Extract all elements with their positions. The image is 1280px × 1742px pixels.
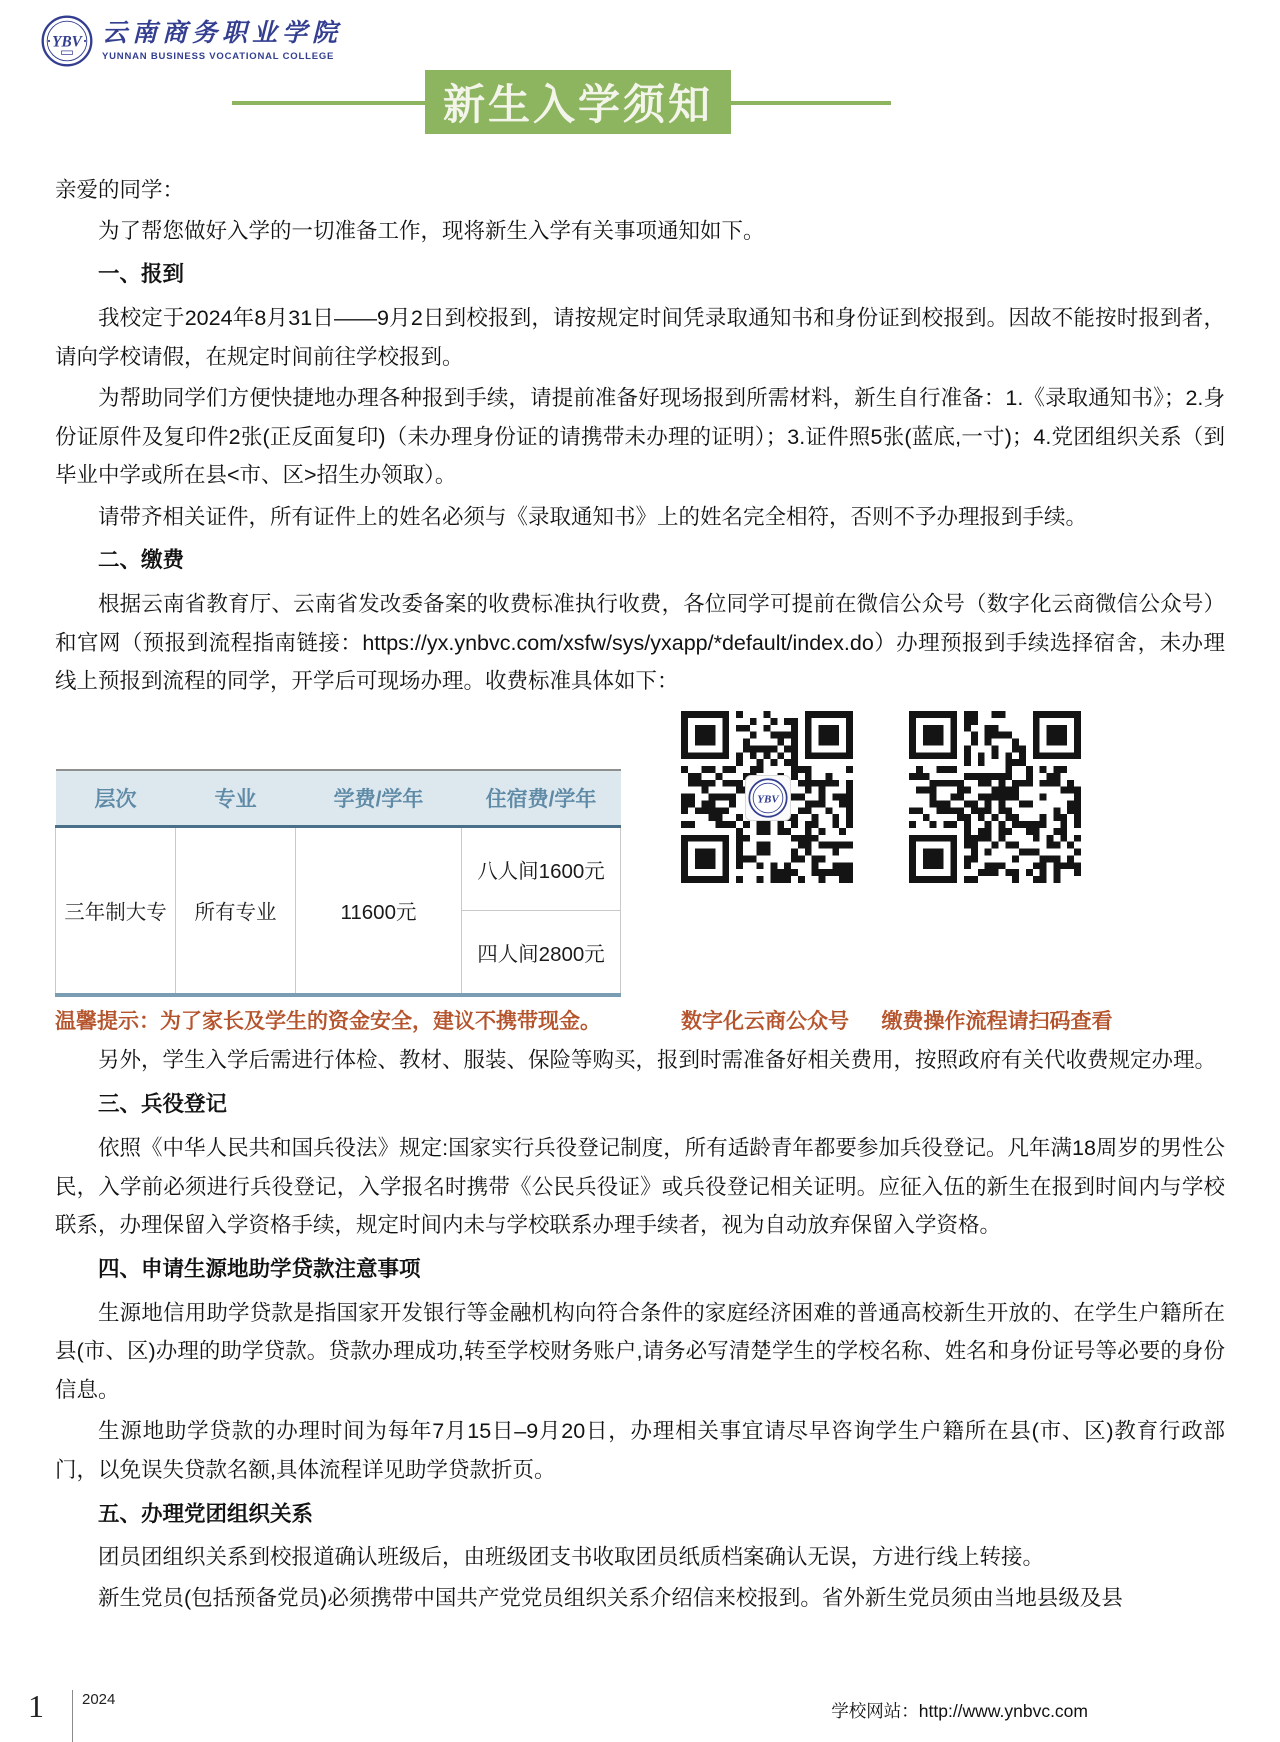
fee-section	[55, 709, 1225, 1039]
warm-tip: 温馨提示：为了家长及学生的资金安全，建议不携带现金。	[55, 1009, 601, 1033]
paragraph: 为帮助同学们方便快捷地办理各种报到手续，请提前准备好现场报到所需材料，新生自行准备：1.《录取通知书》；2.身份证原件及复印件2张(正反面复印)（未办理身份证的请携带未办理的证明）；3.证件照5张(蓝底,一寸)；4.党团组织关系（到毕业中学或所在县<市、区>招生办领取）。	[55, 385, 1225, 488]
paragraph: 生源地助学贷款的办理时间为每年7月15日–9月20日，办理相关事宜请尽早咨询学生户籍所在县(市、区)教育行政部门，以免误失贷款名额,具体流程详见助学贷款折页。	[55, 1419, 1225, 1482]
fee-table-row	[56, 826, 621, 910]
fee-table-header-accommodation: 住宿费/学年	[462, 770, 621, 827]
fee-cell-accommodation-4: 四人间2800元	[462, 910, 621, 995]
section-2-heading: 二、缴费	[98, 548, 185, 573]
fee-cell-level: 三年制大专	[56, 826, 176, 995]
page-footer	[0, 1686, 1280, 1742]
intro-paragraph: 为了帮您做好入学的一切准备工作，现将新生入学有关事项通知如下。	[98, 218, 765, 243]
fee-cell-accommodation-8: 八人间1600元	[462, 826, 621, 910]
footer-website: 学校网站：http://www.ynbvc.com	[831, 1701, 1088, 1721]
qr-code-payment-process	[909, 711, 1081, 883]
paragraph: 依照《中华人民共和国兵役法》规定:国家实行兵役登记制度，所有适龄青年都要参加兵役登记。凡年满18周岁的男性公民，入学前必须进行兵役登记，入学报名时携带《公民兵役证》或兵役登记相关证明。应征入伍的新生在报到时间内与学校联系，办理保留入学资格手续，规定时间内未与学校联系办理手续者，视为自动放弃保留入学资格。	[55, 1135, 1225, 1238]
fee-cell-major: 所有专业	[176, 826, 296, 995]
section-5-heading: 五、办理党团组织关系	[98, 1501, 314, 1526]
fee-cell-tuition: 11600元	[296, 826, 462, 995]
section-4-heading: 四、申请生源地助学贷款注意事项	[98, 1256, 421, 1281]
svg-text:YBV: YBV	[52, 33, 82, 51]
notice-body	[55, 168, 1225, 1621]
paragraph-with-url: 根据云南省教育厅、云南省发改委备案的收费标准执行收费，各位同学可提前在微信公众号（数字化云商微信公众号）和官网（预报到流程指南链接：https://yx.ynbvc.com/xsfw/sys/yxapp/*default/index.do）办理预报到手续选择宿舍，未办理线上预报到流程的同学，开学后可现场办理。收费标准具体如下：	[55, 591, 1225, 694]
qr-code-icon	[909, 711, 1081, 883]
fee-table-header-tuition: 学费/学年	[296, 770, 462, 827]
section-3-heading: 三、兵役登记	[98, 1092, 228, 1117]
paragraph: 我校定于2024年8月31日——9月2日到校报到，请按规定时间凭录取通知书和身份证到校报到。因故不能按时报到者，请向学校请假，在规定时间前往学校报到。	[55, 306, 1225, 369]
fee-table-header-row	[56, 770, 621, 827]
qr-center-seal-icon	[745, 775, 791, 821]
qr-caption-payment-process: 缴费操作流程请扫码查看	[881, 1009, 1113, 1033]
page-number: 1	[28, 1688, 44, 1724]
footer-divider	[72, 1690, 73, 1742]
banner-line-left	[232, 101, 425, 105]
paragraph: 生源地信用助学贷款是指国家开发银行等金融机构向符合条件的家庭经济困难的普通高校新生开放的、在学生户籍所在县(市、区)办理的助学贷款。贷款办理成功,转至学校财务账户,请务必写清楚学生的学校名称、姓名和身份证号等必要的身份信息。	[55, 1300, 1225, 1402]
paragraph: 团员团组织关系到校报道确认班级后，由班级团支书收取团员纸质档案确认无误，方进行线上转接。	[98, 1545, 1045, 1570]
college-logo	[40, 14, 342, 68]
footer-year: 2024	[82, 1691, 116, 1708]
svg-text:YBV: YBV	[757, 793, 779, 806]
banner-line-right	[731, 101, 891, 105]
paragraph: 请带齐相关证件，所有证件上的姓名必须与《录取通知书》上的姓名完全相符，否则不予办理报到手续。	[98, 504, 1088, 529]
fee-table	[55, 769, 621, 997]
page-title: 新生入学须知	[442, 83, 713, 129]
qr-code-digital-yunshang	[681, 711, 853, 883]
section-1-heading: 一、报到	[98, 262, 185, 287]
title-banner	[0, 70, 1280, 136]
fee-table-header-level: 层次	[56, 770, 176, 827]
college-seal-icon	[40, 14, 94, 68]
paragraph: 另外，学生入学后需进行体检、教材、服装、保险等购买，报到时需准备好相关费用，按照政府有关代收费规定办理。	[98, 1048, 1217, 1073]
qr-caption-digital-yunshang: 数字化云商公众号	[681, 1009, 849, 1033]
college-name-cn: 云南商务职业学院	[102, 20, 343, 48]
banner-box	[425, 70, 731, 134]
salutation: 亲爱的同学：	[55, 177, 185, 202]
paragraph: 新生党员(包括预备党员)必须携带中国共产党党员组织关系介绍信来校报到。省外新生党员须由当地县级及县	[98, 1586, 1123, 1611]
college-name-en: YUNNAN BUSINESS VOCATIONAL COLLEGE	[102, 50, 335, 62]
fee-table-header-major: 专业	[176, 770, 296, 827]
